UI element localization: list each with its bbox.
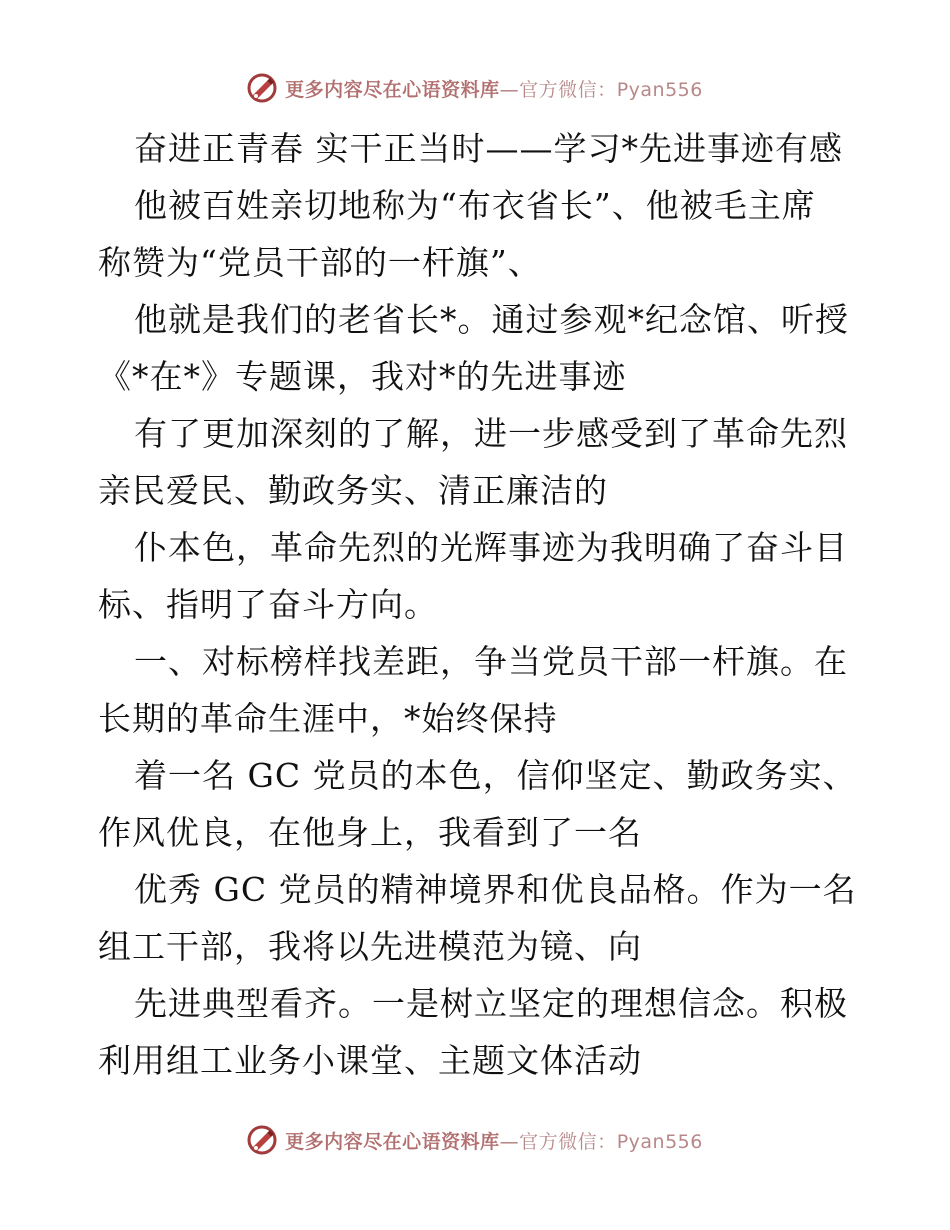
text-line: 仆本色，革命先烈的光辉事迹为我明确了奋斗目 <box>134 528 848 567</box>
text-line: 他就是我们的老省长*。通过参观*纪念馆、听授 <box>134 300 849 339</box>
watermark-banner-top <box>0 70 950 106</box>
logo-icon <box>247 1125 277 1155</box>
watermark-banner-bottom <box>0 1122 950 1158</box>
text-line: 作风优良，在他身上，我看到了一名 <box>98 813 642 852</box>
watermark-text: 更多内容尽在心语资料库—官方微信：Pyan556 <box>285 1130 703 1153</box>
text-line: 称赞为“党员干部的一杆旗”、 <box>98 243 542 282</box>
text-line: 亲民爱民、勤政务实、清正廉洁的 <box>98 471 608 510</box>
text-line: 先进典型看齐。一是树立坚定的理想信念。积极 <box>134 984 848 1023</box>
text-line: 他被百姓亲切地称为“布衣省长”、他被毛主席 <box>134 186 816 225</box>
text-line: 奋进正青春 实干正当时——学习*先进事迹有感 <box>134 129 843 168</box>
text-line: 组工干部，我将以先进模范为镜、向 <box>98 927 642 966</box>
watermark-text: 更多内容尽在心语资料库—官方微信：Pyan556 <box>285 78 703 101</box>
text-line: 利用组工业务小课堂、主题文体活动 <box>98 1041 642 1080</box>
text-line: 一、对标榜样找差距，争当党员干部一杆旗。在 <box>134 642 848 681</box>
document-body <box>98 120 858 1089</box>
text-line: 有了更加深刻的了解，进一步感受到了革命先烈 <box>134 414 848 453</box>
text-line: 《*在*》专题课，我对*的先进事迹 <box>98 357 627 396</box>
logo-icon <box>247 73 277 103</box>
text-line: 标、指明了奋斗方向。 <box>98 585 438 624</box>
text-line: 着一名 GC 党员的本色，信仰坚定、勤政务实、 <box>134 756 857 795</box>
text-line: 长期的革命生涯中，*始终保持 <box>98 699 558 738</box>
text-line: 优秀 GC 党员的精神境界和优良品格。作为一名 <box>134 870 857 909</box>
